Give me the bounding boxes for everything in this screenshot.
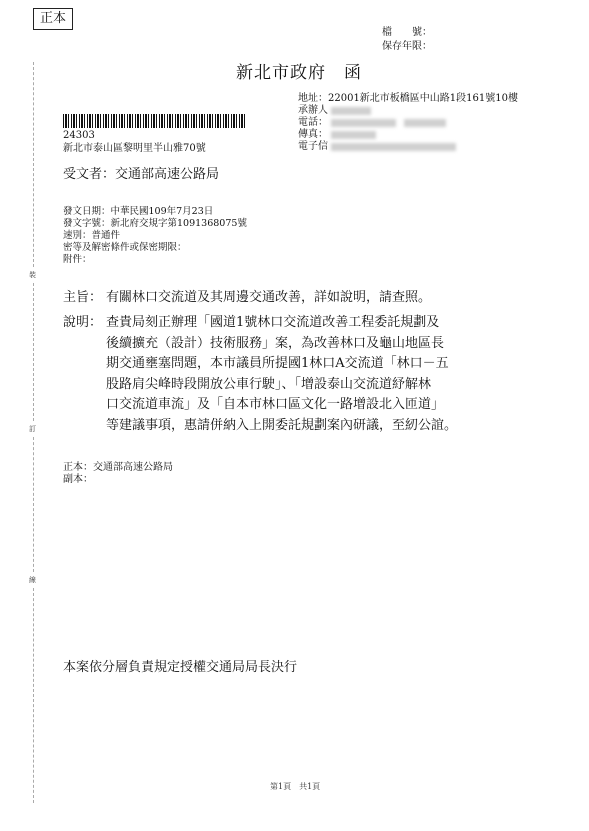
subject-label: 主旨：: [63, 290, 103, 305]
handler-label: 承辦人: [298, 105, 328, 116]
explanation-line: 期交通壅塞問題，本市議員所提國1林口A交流道「林口－五: [106, 356, 449, 372]
document-title: 新北市政府 函: [236, 63, 362, 83]
explanation-line: 後續擴充（設計）技術服務」案，為改善林口及龜山地區長: [106, 335, 445, 351]
subject-text: 有關林口交流道及其周邊交通改善，詳如說明，請查照。: [106, 290, 432, 305]
agency-address: 地址：22001新北市板橋區中山路1段161號10樓: [298, 93, 518, 104]
binding-mark: 裝: [29, 271, 36, 279]
explanation-line: 口交流道車流」及「自本市林口區文化一路增設北入匝道」: [106, 397, 445, 413]
binding-line: [33, 588, 34, 803]
redacted-email: [331, 143, 456, 151]
retention-period-label: 保存年限：: [382, 41, 432, 52]
email-field: [298, 141, 456, 153]
document-number: 發文字號：新北府交規字第1091368075號: [63, 218, 247, 229]
attachments: 附件：: [63, 254, 92, 265]
email-label: 電子信: [298, 141, 328, 152]
explanation-body: [106, 313, 457, 437]
binding-line: [33, 62, 34, 267]
postal-barcode: [63, 114, 247, 128]
binding-mark: 線: [29, 576, 36, 584]
phone-field: [298, 117, 446, 129]
page-footer: 第1頁 共1頁: [270, 782, 321, 791]
original-copy-recipient: 正本：交通部高速公路局: [63, 462, 173, 473]
fax-label: 傳真：: [298, 129, 328, 140]
delivery-speed: 速別：普通件: [63, 230, 121, 241]
recipient-address: 新北市泰山區黎明里半山雅70號: [63, 143, 206, 154]
issue-date: 發文日期：中華民國109年7月23日: [63, 206, 214, 217]
original-copy-stamp: 正本: [33, 8, 73, 30]
fax-field: [298, 129, 376, 141]
redacted-phone: [331, 119, 396, 127]
redacted-fax: [331, 131, 376, 139]
explanation-label: 說明：: [63, 315, 103, 330]
redacted-handler: [331, 107, 371, 115]
redacted-phone-ext: [404, 119, 446, 127]
postal-code: 24303: [63, 130, 95, 141]
handler-field: [298, 105, 371, 117]
delegation-statement: 本案依分層負責規定授權交通局局長決行: [63, 660, 298, 675]
security-level: 密等及解密條件或保密期限：: [63, 242, 187, 253]
explanation-line: 股路肩尖峰時段開放公車行駛」、「增設泰山交流道紓解林: [106, 376, 432, 392]
carbon-copy: 副本：: [63, 474, 93, 485]
recipient: 受文者：交通部高速公路局: [63, 167, 220, 182]
binding-line: [33, 437, 34, 572]
binding-mark: 訂: [29, 425, 36, 433]
binding-line: [33, 283, 34, 421]
explanation-line: 等建議事項，惠請併納入上開委託規劃案內研議，至紉公誼。: [106, 417, 458, 433]
file-number-label: 檔 號：: [382, 27, 432, 38]
explanation-line: 查貴局刻正辦理「國道1號林口交流道改善工程委託規劃及: [106, 315, 440, 330]
phone-label: 電話：: [298, 117, 328, 128]
